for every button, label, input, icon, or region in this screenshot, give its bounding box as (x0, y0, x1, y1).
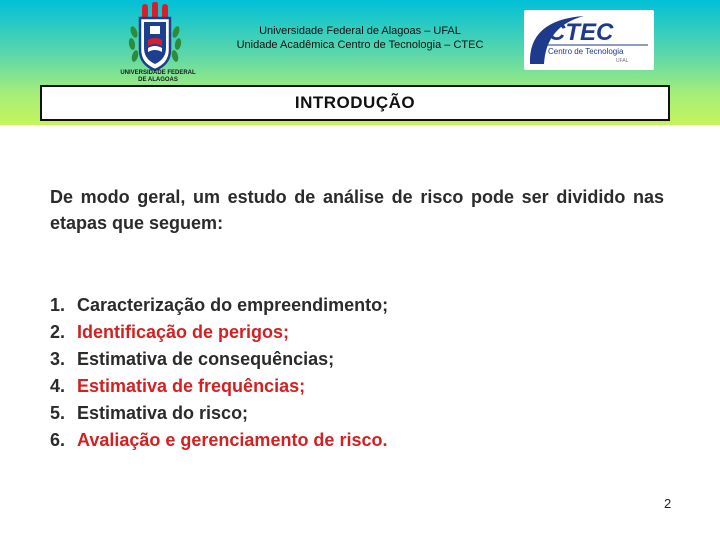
step-text: Avaliação e gerenciamento de risco. (77, 430, 388, 450)
step-number: 6. (50, 430, 66, 450)
slide-title: INTRODUÇÃO (294, 93, 416, 112)
ctec-logo-text: CTEC (548, 19, 614, 46)
list-item (50, 292, 388, 319)
step-text: Estimativa do risco; (77, 403, 249, 423)
step-text: Identificação de perigos; (77, 322, 290, 342)
institution-line1: Universidade Federal de Alagoas – UFAL (259, 25, 461, 37)
list-item (50, 427, 388, 454)
step-text: Estimativa de frequências; (77, 376, 306, 396)
steps-list (50, 292, 388, 454)
step-number: 3. (50, 349, 66, 369)
step-text: Estimativa de consequências; (77, 349, 335, 369)
list-item (50, 319, 388, 346)
ufal-caption-line1: UNIVERSIDADE FEDERAL (120, 70, 196, 76)
page-number: 2 (664, 496, 672, 511)
ctec-logo-subtitle: Centro de Tecnologia (548, 47, 624, 56)
step-number: 1. (50, 295, 66, 315)
step-number: 5. (50, 403, 66, 423)
institution-text (180, 24, 540, 52)
list-item (50, 400, 388, 427)
ufal-caption-line2: DE ALAGOAS (138, 77, 178, 83)
intro-paragraph: De modo geral, um estudo de análise de risco pode ser dividido nas etapas que seguem: (50, 187, 664, 233)
ctec-logo-small: UFAL (616, 58, 629, 64)
ufal-crown-icon (142, 2, 168, 18)
title-box (40, 85, 670, 121)
institution-line2: Unidade Acadêmica Centro de Tecnologia – CTEC (236, 39, 484, 51)
step-text: Caracterização do empreendimento; (77, 295, 389, 315)
list-item (50, 373, 388, 400)
ctec-logo (524, 10, 654, 70)
ufal-logo-caption (102, 70, 214, 84)
step-number: 2. (50, 322, 66, 342)
list-item (50, 346, 388, 373)
step-number: 4. (50, 376, 66, 396)
